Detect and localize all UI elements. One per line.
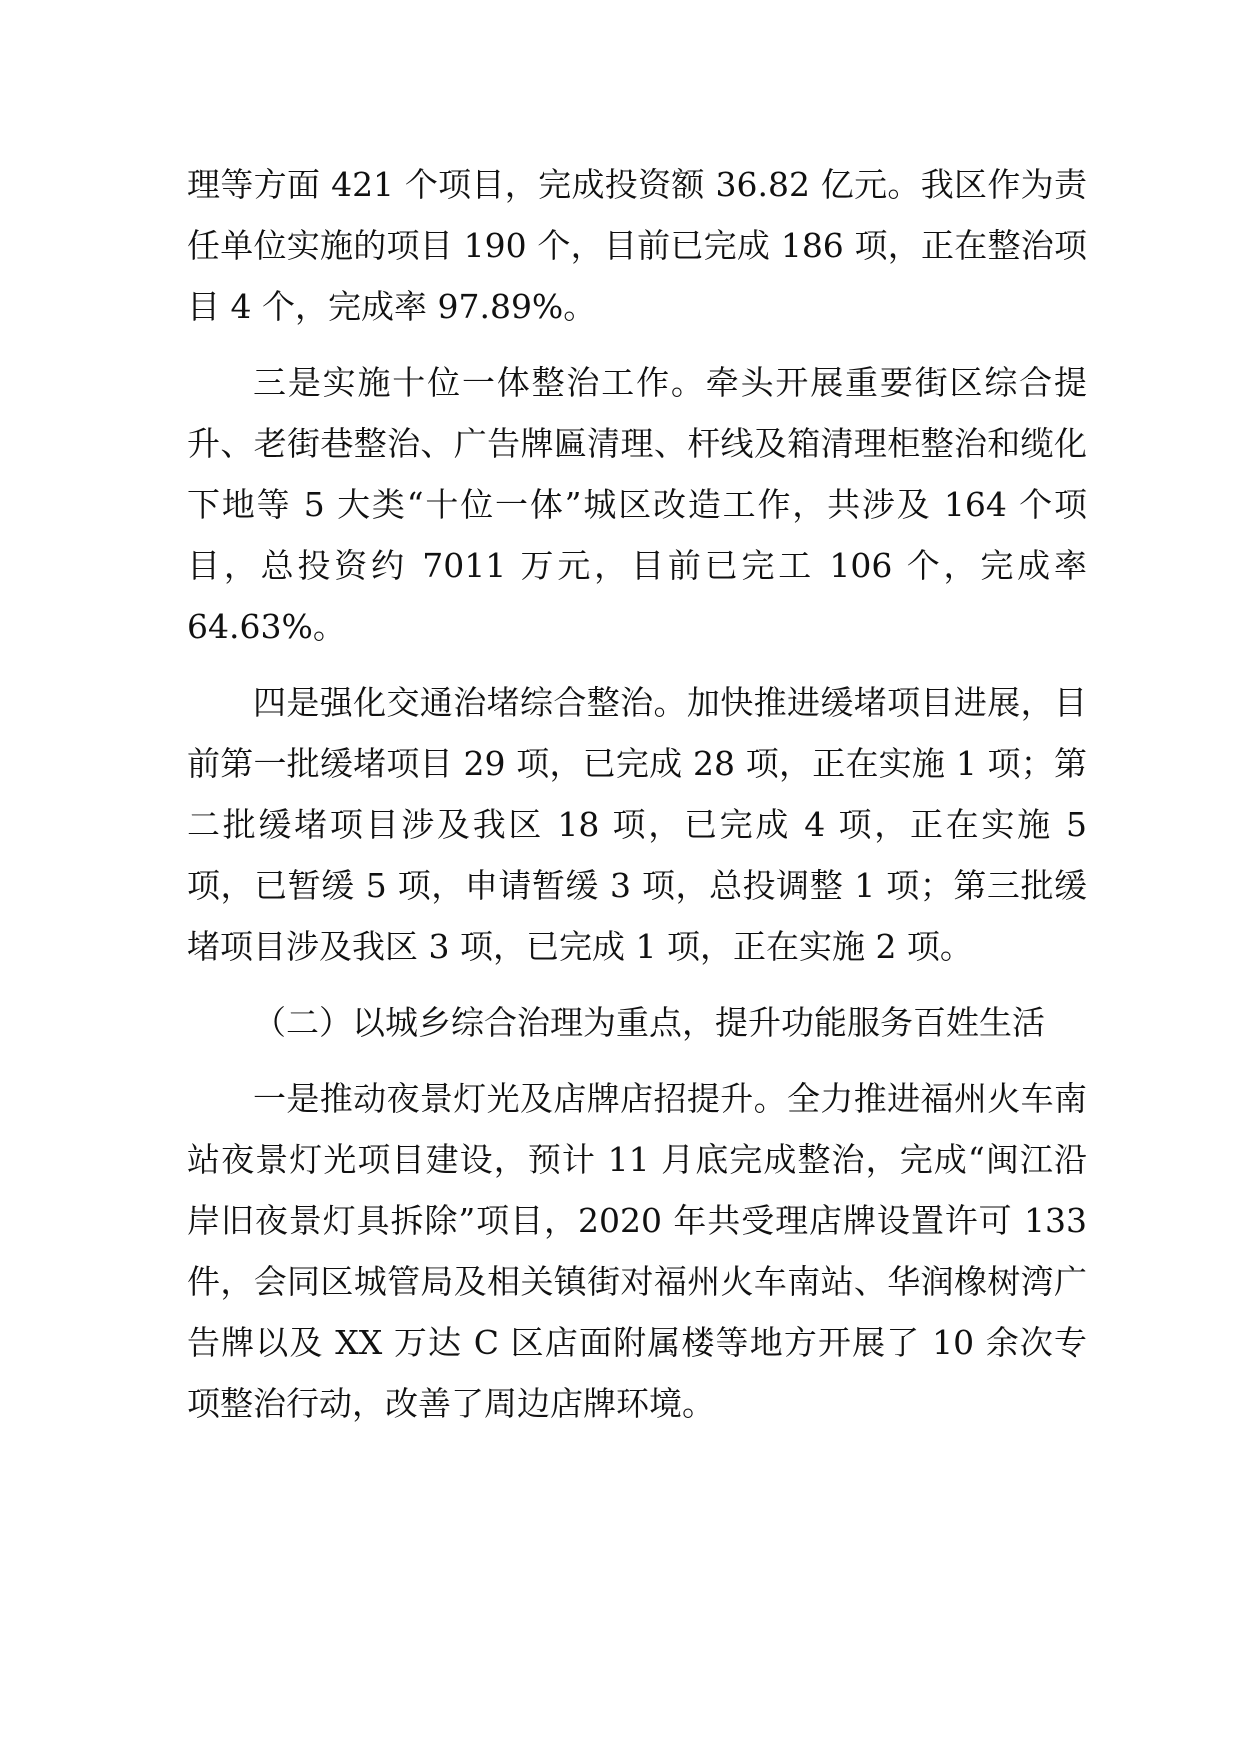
section-heading-urban-rural-governance: （二）以城乡综合治理为重点，提升功能服务百姓生活 (253, 1003, 1045, 1042)
body-text (187, 154, 1087, 1449)
paragraph-night-lighting-signage: 一是推动夜景灯光及店牌店招提升。全力推进福州火车南站夜景灯光项目建设，预计 11 月底完成整治，完成“闽江沿岸旧夜景灯具拆除”项目，2020 年共受理店牌设置许可 133 件，会同区城管局及相关镇街对福州火车南站、华润橡树湾广告牌以及 XX 万达 C 区店面附属楼等地方开展了 10 余次专项整治行动，改善了周边店牌环境。 (187, 1079, 1087, 1423)
paragraph-ten-in-one-renovation: 三是实施十位一体整治工作。牵头开展重要街区综合提升、老街巷整治、广告牌匾清理、杆线及箱清理柜整治和缆化下地等 5 大类“十位一体”城区改造工作，共涉及 164 个项目，总投资约 7011 万元，目前已完工 106 个，完成率 64.63%。 (187, 363, 1087, 646)
paragraph-project-summary: 理等方面 421 个项目，完成投资额 36.82 亿元。我区作为责任单位实施的项目 190 个，目前已完成 186 项，正在整治项目 4 个，完成率 97.89%。 (187, 165, 1087, 326)
paragraph-traffic-congestion: 四是强化交通治堵综合整治。加快推进缓堵项目进展，目前第一批缓堵项目 29 项，已完成 28 项，正在实施 1 项；第二批缓堵项目涉及我区 18 项，已完成 4 项，正在实施 5 项，已暂缓 5 项，申请暂缓 3 项，总投调整 1 项；第三批缓堵项目涉及我区 3 项，已完成 1 项，正在实施 2 项。 (187, 683, 1087, 966)
